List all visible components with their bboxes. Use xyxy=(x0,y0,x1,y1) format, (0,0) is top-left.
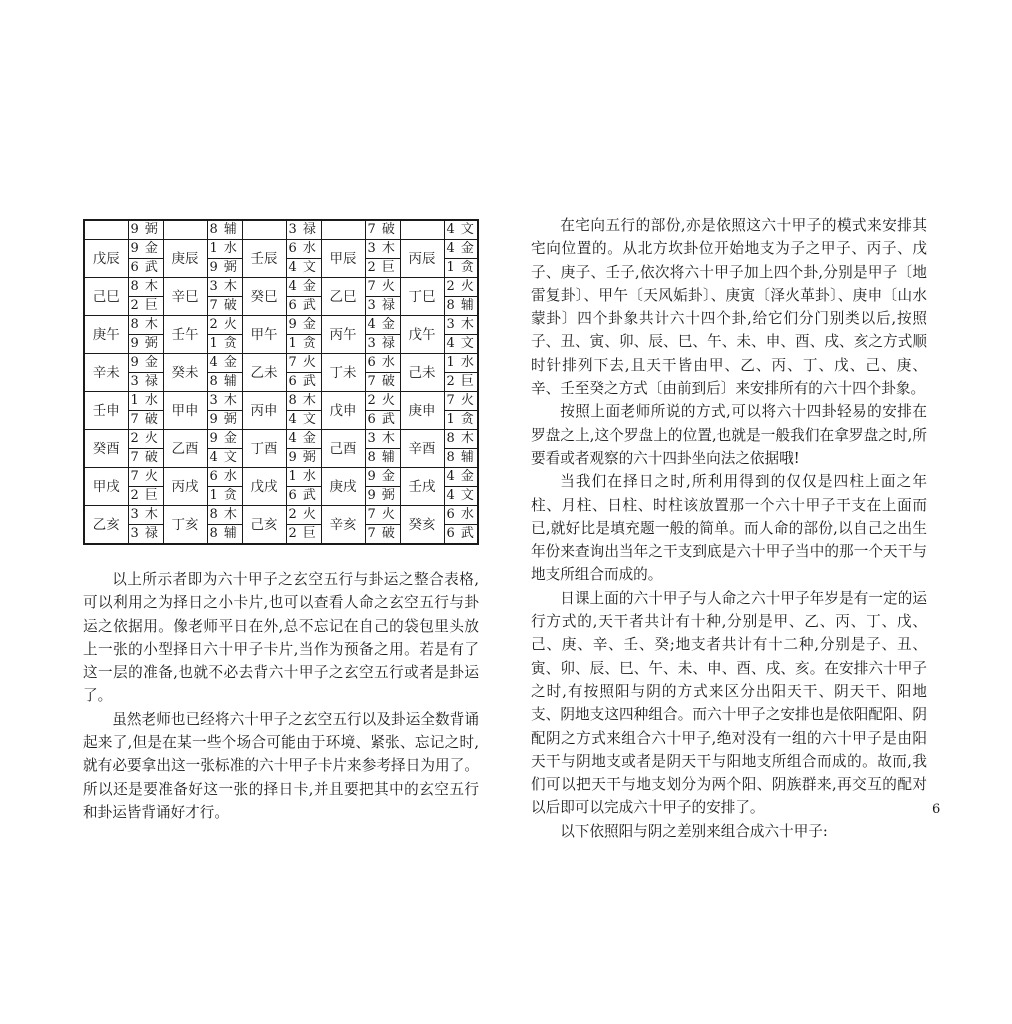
value-cell: 2 巨 xyxy=(286,525,321,545)
value-cell: 1 贪 xyxy=(207,335,242,354)
ganzhi-cell: 丙戌 xyxy=(163,468,207,506)
value-cell: 2 巨 xyxy=(128,297,163,316)
value-cell: 8 辅 xyxy=(444,449,478,468)
value-cell: 3 木 xyxy=(365,240,400,259)
ganzhi-cell: 壬辰 xyxy=(242,240,286,278)
value-cell: 2 巨 xyxy=(444,373,478,392)
value-cell: 7 破 xyxy=(365,373,400,392)
value-cell: 7 破 xyxy=(365,220,400,240)
ganzhi-cell: 癸巳 xyxy=(242,278,286,316)
ganzhi-cell: 辛巳 xyxy=(163,278,207,316)
ganzhi-cell: 庚申 xyxy=(400,392,444,430)
ganzhi-cell: 丁亥 xyxy=(163,506,207,545)
value-cell: 6 水 xyxy=(286,240,321,259)
ganzhi-cell: 己酉 xyxy=(321,430,365,468)
table-row xyxy=(84,468,478,487)
ganzhi-cell: 丁巳 xyxy=(400,278,444,316)
table-row xyxy=(84,430,478,449)
value-cell: 4 文 xyxy=(444,487,478,506)
ganzhi-cell xyxy=(400,220,444,240)
value-cell: 3 木 xyxy=(444,316,478,335)
value-cell: 7 火 xyxy=(128,468,163,487)
value-cell: 8 辅 xyxy=(207,220,242,240)
value-cell: 1 贪 xyxy=(207,487,242,506)
value-cell: 1 水 xyxy=(128,392,163,411)
value-cell: 4 文 xyxy=(286,411,321,430)
value-cell: 8 木 xyxy=(128,316,163,335)
ganzhi-cell: 丙申 xyxy=(242,392,286,430)
table-row xyxy=(84,240,478,259)
value-cell: 3 木 xyxy=(207,278,242,297)
value-cell: 7 破 xyxy=(365,525,400,545)
ganzhi-cell xyxy=(242,220,286,240)
value-cell: 4 文 xyxy=(444,335,478,354)
value-cell: 7 火 xyxy=(286,354,321,373)
value-cell: 8 木 xyxy=(444,430,478,449)
value-cell: 9 弼 xyxy=(207,259,242,278)
ganzhi-cell: 癸酉 xyxy=(84,430,128,468)
value-cell: 2 火 xyxy=(128,430,163,449)
value-cell: 2 巨 xyxy=(128,487,163,506)
ganzhi-cell: 甲戌 xyxy=(84,468,128,506)
value-cell: 6 武 xyxy=(128,259,163,278)
left-paragraph-1: 以上所示者即为六十甲子之玄空五行与卦运之整合表格,可以利用之为择日之小卡片,也可以查看人命之玄空五行与卦运之依据用。像老师平日在外,总不忘记在自己的袋包里头放上一张的小型择日六十甲子卡片,当作为预备之用。若是有了这一层的准备,也就不必去背六十甲子之玄空五行或者是卦运了。 xyxy=(83,571,479,705)
value-cell: 7 破 xyxy=(128,449,163,468)
ganzhi-cell: 壬申 xyxy=(84,392,128,430)
ganzhi-cell: 甲辰 xyxy=(321,240,365,278)
ganzhi-cell: 丙辰 xyxy=(400,240,444,278)
page-number: 6 xyxy=(932,802,941,817)
value-cell: 6 武 xyxy=(365,411,400,430)
sixty-jiazi-table xyxy=(83,219,479,545)
value-cell: 9 金 xyxy=(128,240,163,259)
left-column-text xyxy=(83,568,479,824)
value-cell: 4 文 xyxy=(444,220,478,240)
value-cell: 9 弼 xyxy=(365,487,400,506)
table-row xyxy=(84,392,478,411)
value-cell: 8 木 xyxy=(207,506,242,525)
ganzhi-table-wrapper xyxy=(83,219,477,545)
ganzhi-cell: 辛酉 xyxy=(400,430,444,468)
value-cell: 1 贪 xyxy=(286,335,321,354)
value-cell: 3 禄 xyxy=(128,525,163,545)
value-cell: 9 金 xyxy=(365,468,400,487)
value-cell: 9 弼 xyxy=(128,220,163,240)
table-row xyxy=(84,506,478,525)
value-cell: 9 金 xyxy=(207,430,242,449)
ganzhi-cell: 戊申 xyxy=(321,392,365,430)
value-cell: 8 辅 xyxy=(207,525,242,545)
ganzhi-cell: 壬戌 xyxy=(400,468,444,506)
ganzhi-cell: 丁未 xyxy=(321,354,365,392)
value-cell: 3 木 xyxy=(365,430,400,449)
value-cell: 4 金 xyxy=(444,240,478,259)
table-row xyxy=(84,278,478,297)
value-cell: 2 巨 xyxy=(365,259,400,278)
ganzhi-cell xyxy=(321,220,365,240)
value-cell: 3 木 xyxy=(128,506,163,525)
value-cell: 9 金 xyxy=(128,354,163,373)
ganzhi-cell: 己亥 xyxy=(242,506,286,545)
value-cell: 4 金 xyxy=(444,468,478,487)
ganzhi-cell: 己未 xyxy=(400,354,444,392)
ganzhi-cell: 乙亥 xyxy=(84,506,128,545)
value-cell: 3 禄 xyxy=(286,220,321,240)
value-cell: 7 火 xyxy=(365,278,400,297)
value-cell: 7 破 xyxy=(207,297,242,316)
ganzhi-cell: 癸亥 xyxy=(400,506,444,545)
value-cell: 8 木 xyxy=(286,392,321,411)
value-cell: 7 火 xyxy=(365,506,400,525)
table-row xyxy=(84,220,478,240)
value-cell: 6 水 xyxy=(444,506,478,525)
value-cell: 6 武 xyxy=(286,297,321,316)
ganzhi-cell: 戊戌 xyxy=(242,468,286,506)
ganzhi-cell: 庚辰 xyxy=(163,240,207,278)
value-cell: 4 文 xyxy=(207,449,242,468)
value-cell: 3 禄 xyxy=(365,297,400,316)
value-cell: 8 辅 xyxy=(207,373,242,392)
left-paragraph-2: 虽然老师也已经将六十甲子之玄空五行以及卦运全数背诵起来了,但是在某一些个场合可能由于环境、紧张、忘记之时,就有必要拿出这一张标准的六十甲子卡片来参考择日为用了。所以还是要准备好这一张的择日卡,并且要把其中的玄空五行和卦运皆背诵好才行。 xyxy=(83,710,479,821)
value-cell: 6 水 xyxy=(365,354,400,373)
right-paragraph-4: 日课上面的六十甲子与人命之六十甲子年岁是有一定的运行方式的,天干者共计有十种,分别是甲、乙、丙、丁、戊、己、庚、辛、壬、癸;地支者共计有十二种,分别是子、丑、寅、卯、辰、巳、午、未、申、酉、戌、亥。在安排六十甲子之时,有按照阳与阴的方式来区分出阳天干、阴天干、阳地支、阴地支这四种组合。而六十甲子之安排也是依阳配阳、阴配阴之方式来组合六十甲子,绝对没有一组的六十甲子是由阳天干与阴地支或者是阴天干与阳地支所组合而成的。故而,我们可以把天干与地支划分为两个阳、阴族群来,再交互的配对以后即可以完成六十甲子的安排了。 xyxy=(531,589,927,817)
value-cell: 6 武 xyxy=(286,373,321,392)
ganzhi-cell: 庚午 xyxy=(84,316,128,354)
ganzhi-cell: 戊午 xyxy=(400,316,444,354)
ganzhi-cell: 辛未 xyxy=(84,354,128,392)
ganzhi-cell: 辛亥 xyxy=(321,506,365,545)
value-cell: 7 破 xyxy=(128,411,163,430)
ganzhi-cell: 乙酉 xyxy=(163,430,207,468)
value-cell: 6 武 xyxy=(444,525,478,545)
ganzhi-cell: 甲午 xyxy=(242,316,286,354)
value-cell: 4 金 xyxy=(207,354,242,373)
ganzhi-cell: 乙未 xyxy=(242,354,286,392)
value-cell: 6 武 xyxy=(286,487,321,506)
value-cell: 4 文 xyxy=(286,259,321,278)
ganzhi-cell: 戊辰 xyxy=(84,240,128,278)
value-cell: 2 火 xyxy=(207,316,242,335)
ganzhi-cell: 乙巳 xyxy=(321,278,365,316)
value-cell: 3 木 xyxy=(207,392,242,411)
ganzhi-cell: 庚戌 xyxy=(321,468,365,506)
ganzhi-cell: 甲申 xyxy=(163,392,207,430)
value-cell: 9 弼 xyxy=(286,449,321,468)
right-paragraph-2: 按照上面老师所说的方式,可以将六十四卦轻易的安排在罗盘之上,这个罗盘上的位置,也就是一般我们在拿罗盘之时,所要看或者观察的六十四卦坐向法之依据哦! xyxy=(531,403,927,467)
ganzhi-cell: 壬午 xyxy=(163,316,207,354)
ganzhi-cell: 己巳 xyxy=(84,278,128,316)
value-cell: 8 辅 xyxy=(365,449,400,468)
value-cell: 4 金 xyxy=(365,316,400,335)
value-cell: 8 辅 xyxy=(444,297,478,316)
ganzhi-cell xyxy=(163,220,207,240)
ganzhi-cell: 癸未 xyxy=(163,354,207,392)
value-cell: 2 火 xyxy=(365,392,400,411)
value-cell: 2 火 xyxy=(286,506,321,525)
value-cell: 1 水 xyxy=(207,240,242,259)
ganzhi-cell xyxy=(84,220,128,240)
value-cell: 6 水 xyxy=(207,468,242,487)
value-cell: 7 火 xyxy=(444,392,478,411)
value-cell: 1 贪 xyxy=(444,411,478,430)
right-paragraph-5: 以下依照阳与阴之差别来组合成六十甲子: xyxy=(560,822,828,840)
value-cell: 3 禄 xyxy=(365,335,400,354)
value-cell: 1 水 xyxy=(444,354,478,373)
table-row xyxy=(84,316,478,335)
value-cell: 1 水 xyxy=(286,468,321,487)
value-cell: 1 贪 xyxy=(444,259,478,278)
ganzhi-cell: 丙午 xyxy=(321,316,365,354)
value-cell: 8 木 xyxy=(128,278,163,297)
value-cell: 4 金 xyxy=(286,430,321,449)
right-column-text xyxy=(531,214,927,843)
value-cell: 9 弼 xyxy=(207,411,242,430)
value-cell: 3 禄 xyxy=(128,373,163,392)
table-row xyxy=(84,354,478,373)
right-paragraph-1: 在宅向五行的部份,亦是依照这六十甲子的模式来安排其宅向位置的。从北方坎卦位开始地支为子之甲子、丙子、戊子、庚子、壬子,依次将六十甲子加上四个卦,分别是甲子〔地雷复卦〕、甲午〔天风姤卦〕、庚寅〔泽火革卦〕、庚申〔山水蒙卦〕四个卦象共计六十四个卦,给它们分门别类以后,按照子、丑、寅、卯、辰、巳、午、未、申、酉、戌、亥之方式顺时针排列下去,且天干皆由甲、乙、丙、丁、戊、己、庚、辛、壬至癸之方式〔由前到后〕来安排所有的六十四个卦象。 xyxy=(531,217,927,398)
right-paragraph-3: 当我们在择日之时,所利用得到的仅仅是四柱上面之年柱、月柱、日柱、时柱该放置那一个六十甲子干支在上面而已,就好比是填充题一般的简单。而人命的部份,以自己之出生年份来查询出当年之干支到底是六十甲子当中的那一个天干与地支所组合而成的。 xyxy=(531,473,927,584)
ganzhi-cell: 丁酉 xyxy=(242,430,286,468)
value-cell: 9 弼 xyxy=(128,335,163,354)
value-cell: 4 金 xyxy=(286,278,321,297)
value-cell: 2 火 xyxy=(444,278,478,297)
value-cell: 9 金 xyxy=(286,316,321,335)
